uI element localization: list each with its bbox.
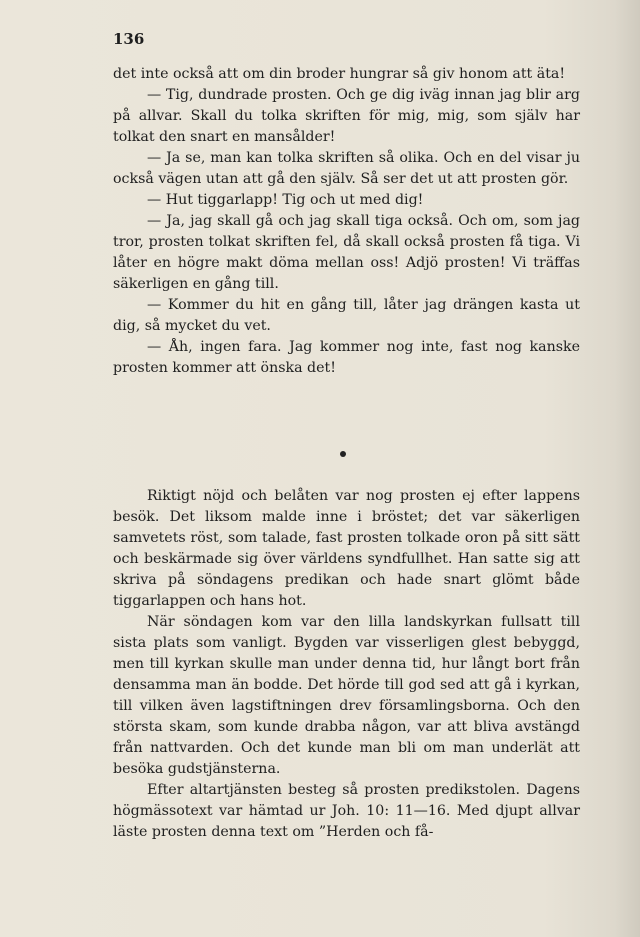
page-number: 136 — [113, 30, 145, 48]
dialogue-section — [113, 64, 580, 379]
section-separator-dot — [340, 451, 346, 457]
paragraph: — Kommer du hit en gång till, låter jag drängen kasta ut dig, så mycket du vet. — [113, 297, 580, 334]
paragraph: det inte också att om din broder hungrar så giv honom att äta! — [113, 66, 566, 82]
paragraph: När söndagen kom var den lilla landskyrkan fullsatt till sista plats som vanligt. Bygden var visserligen glest bebyggd, men till kyrkan skulle man under denna tid, hur långt bort från densamma man än bodde. Det hörde till god sed att gå i kyrkan, till vilken även lagstiftningen drev församlingsborna. Och den största skam, som kunde drabba någon, var att bliva avstängd från nattvarden. Och det kunde man bli om man underlät att besöka gudstjänsterna. — [113, 614, 580, 777]
paragraph: Riktigt nöjd och belåten var nog prosten ej efter lappens besök. Det liksom malde inne i bröstet; det var säkerligen samvetets röst, som talade, fast prosten tolkade oron på sitt sätt och beskärmade sig över världens syndfullhet. Han satte sig att skriva på söndagens predikan och hade snart glömt både tiggarlappen och hans hot. — [113, 488, 580, 609]
narrative-section — [113, 486, 580, 843]
paragraph: — Ja se, man kan tolka skriften så olika. Och en del visar ju också vägen utan att gå den själv. Så ser det ut att prosten gör. — [113, 150, 580, 187]
paragraph: — Hut tiggarlapp! Tig och ut med dig! — [147, 192, 424, 208]
paragraph: — Tig, dundrade prosten. Och ge dig iväg innan jag blir arg på allvar. Skall du tolka skriften för mig, mig, som själv har tolkat den snart en mansålder! — [113, 87, 580, 145]
paragraph: — Åh, ingen fara. Jag kommer nog inte, fast nog kanske prosten kommer att önska det! — [113, 339, 580, 376]
paragraph: Efter altartjänsten besteg så prosten predikstolen. Dagens högmässotext var hämtad ur Joh. 10: 11—16. Med djupt allvar läste prosten denna text om ”Herden och få- — [113, 782, 580, 840]
paragraph: — Ja, jag skall gå och jag skall tiga också. Och om, som jag tror, prosten tolkat skriften fel, då skall också prosten få tiga. Vi låter en högre makt döma mellan oss! Adjö prosten! Vi träffas säkerligen en gång till. — [113, 213, 580, 292]
